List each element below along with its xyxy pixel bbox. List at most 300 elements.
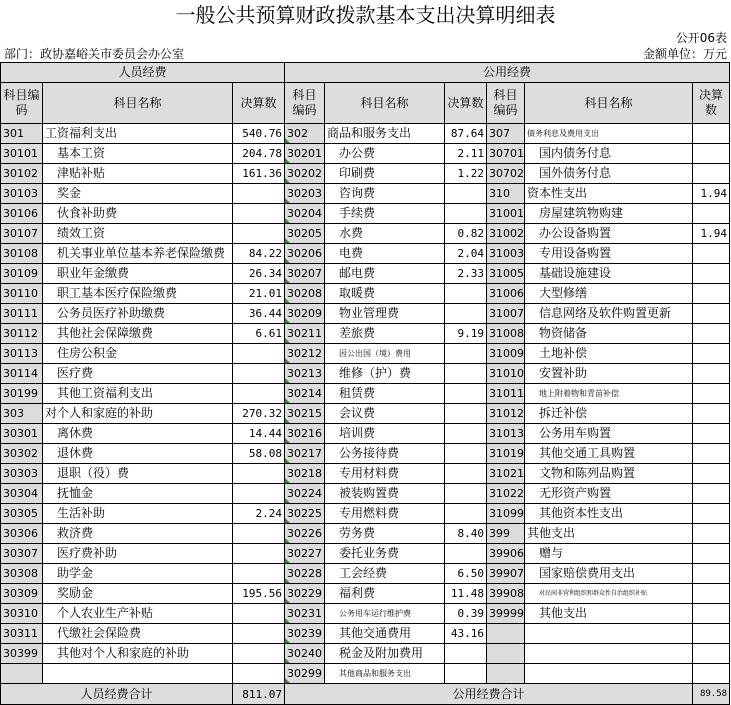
cell-code: 30228 [285, 564, 325, 584]
cell-name [525, 624, 693, 644]
cell-code: 30303 [1, 464, 43, 484]
cell-amount: 43.16 [445, 624, 487, 644]
cell-name: 物业管理费 [325, 304, 445, 324]
cell-code: 30301 [1, 424, 43, 444]
cell-code: 30239 [285, 624, 325, 644]
cell-amount [693, 324, 730, 344]
table-row [1, 204, 730, 224]
cell-marker-icon [285, 638, 290, 643]
cell-amount [693, 364, 730, 384]
cell-code: 39999 [487, 604, 525, 624]
cell-code: 30211 [285, 324, 325, 344]
cell-name: 无形资产购置 [525, 484, 693, 504]
cell-amount [445, 424, 487, 444]
cell-code: 30107 [1, 224, 43, 244]
cell-marker-icon [285, 478, 290, 483]
cell-name: 咨询费 [325, 184, 445, 204]
cell-code: 30112 [1, 324, 43, 344]
cell-amount [233, 384, 285, 404]
table-row [1, 564, 730, 584]
table-row [1, 224, 730, 244]
column-header-name: 科目名称 [43, 83, 233, 124]
cell-amount: 2.11 [445, 144, 487, 164]
cell-code: 30305 [1, 504, 43, 524]
cell-amount [693, 604, 730, 624]
cell-marker-icon [285, 198, 290, 203]
cell-name: 税金及附加费用 [325, 644, 445, 664]
cell-name: 基础设施建设 [525, 264, 693, 284]
cell-name: 劳务费 [325, 524, 445, 544]
cell-name: 退职（役）费 [43, 464, 233, 484]
cell-amount [445, 404, 487, 424]
cell-name: 赠与 [525, 544, 693, 564]
table-row [1, 664, 730, 684]
cell-name: 信息网络及软件购置更新 [525, 304, 693, 324]
cell-name: 住房公积金 [43, 344, 233, 364]
cell-code: 30209 [285, 304, 325, 324]
cell-code: 30399 [1, 644, 43, 664]
cell-name: 其他交通工具购置 [525, 444, 693, 464]
cell-marker-icon [285, 218, 290, 223]
cell-code: 30108 [1, 244, 43, 264]
cell-name: 抚恤金 [43, 484, 233, 504]
table-row [1, 264, 730, 284]
cell-name: 文物和陈列品购置 [525, 464, 693, 484]
cell-amount [445, 444, 487, 464]
public-section-header: 公用经费 [285, 63, 730, 83]
cell-amount [693, 144, 730, 164]
cell-amount [693, 444, 730, 464]
cell-code: 30213 [285, 364, 325, 384]
table-row [1, 464, 730, 484]
cell-marker-icon [285, 518, 290, 523]
cell-name: 被装购置费 [325, 484, 445, 504]
cell-name [43, 664, 233, 684]
table-row [1, 384, 730, 404]
cell-name: 资本性支出 [525, 184, 693, 204]
cell-code: 30214 [285, 384, 325, 404]
cell-amount: 204.78 [233, 144, 285, 164]
cell-name: 办公设备购置 [525, 224, 693, 244]
cell-code: 30702 [487, 164, 525, 184]
cell-amount [693, 524, 730, 544]
cell-code: 302 [285, 124, 325, 144]
cell-name: 水费 [325, 224, 445, 244]
cell-amount: 11.48 [445, 584, 487, 604]
cell-name: 其他支出 [525, 524, 693, 544]
cell-amount [693, 344, 730, 364]
table-row [1, 584, 730, 604]
cell-code: 30110 [1, 284, 43, 304]
cell-name: 医疗费补助 [43, 544, 233, 564]
cell-code: 31006 [487, 284, 525, 304]
cell-name: 房屋建筑物购建 [525, 204, 693, 224]
cell-name: 绩效工资 [43, 224, 233, 244]
cell-code: 30307 [1, 544, 43, 564]
cell-code: 30240 [285, 644, 325, 664]
cell-code: 31003 [487, 244, 525, 264]
cell-name: 其他支出 [525, 604, 693, 624]
cell-code: 30203 [285, 184, 325, 204]
cell-amount [693, 384, 730, 404]
cell-name: 商品和服务支出 [325, 124, 445, 144]
cell-name: 奖金 [43, 184, 233, 204]
public-total-value: 89.58 [693, 684, 730, 705]
cell-code: 399 [487, 524, 525, 544]
table-row [1, 244, 730, 264]
cell-code: 30113 [1, 344, 43, 364]
cell-code: 30226 [285, 524, 325, 544]
table-row [1, 324, 730, 344]
cell-amount: 26.34 [233, 264, 285, 284]
cell-marker-icon [285, 618, 290, 623]
cell-name: 工会经费 [325, 564, 445, 584]
cell-name: 代缴社会保险费 [43, 624, 233, 644]
cell-amount [693, 464, 730, 484]
cell-code: 30215 [285, 404, 325, 424]
cell-amount: 2.24 [233, 504, 285, 524]
cell-name: 生活补助 [43, 504, 233, 524]
cell-amount [445, 344, 487, 364]
cell-amount [233, 344, 285, 364]
cell-code: 307 [487, 124, 525, 144]
cell-amount: 6.50 [445, 564, 487, 584]
cell-name: 国内债务付息 [525, 144, 693, 164]
cell-code: 30218 [285, 464, 325, 484]
cell-amount: 87.64 [445, 124, 487, 144]
cell-amount: 1.94 [693, 224, 730, 244]
cell-amount: 9.19 [445, 324, 487, 344]
personnel-section-header: 人员经费 [1, 63, 285, 83]
cell-amount [693, 304, 730, 324]
cell-amount: 2.04 [445, 244, 487, 264]
cell-name: 债务利息及费用支出 [525, 124, 693, 144]
cell-marker-icon [285, 598, 290, 603]
cell-code: 30111 [1, 304, 43, 324]
cell-amount [693, 564, 730, 584]
table-row [1, 344, 730, 364]
cell-marker-icon [285, 378, 290, 383]
cell-name: 土地补偿 [525, 344, 693, 364]
cell-name: 工资福利支出 [43, 124, 233, 144]
cell-code: 30212 [285, 344, 325, 364]
cell-amount: 58.08 [233, 444, 285, 464]
cell-code: 30299 [285, 664, 325, 684]
column-header-code: 科目编码 [285, 83, 325, 124]
cell-code: 31001 [487, 204, 525, 224]
cell-amount [233, 544, 285, 564]
cell-amount: 2.33 [445, 264, 487, 284]
unit-label: 金额单位：万元 [642, 47, 727, 61]
cell-name: 福利费 [325, 584, 445, 604]
cell-amount [445, 384, 487, 404]
column-header-amount: 决算数 [693, 83, 730, 124]
cell-code: 30231 [285, 604, 325, 624]
cell-amount [233, 624, 285, 644]
cell-name [525, 644, 693, 664]
cell-code: 30205 [285, 224, 325, 244]
cell-amount [233, 224, 285, 244]
cell-name: 培训费 [325, 424, 445, 444]
cell-amount [693, 244, 730, 264]
cell-code [1, 664, 43, 684]
cell-marker-icon [285, 498, 290, 503]
cell-amount [445, 204, 487, 224]
cell-code: 30225 [285, 504, 325, 524]
cell-amount [233, 524, 285, 544]
public-total-label: 公用经费合计 [285, 684, 693, 705]
cell-name: 取暖费 [325, 284, 445, 304]
cell-code: 31002 [487, 224, 525, 244]
column-header-amount: 决算数 [445, 83, 487, 124]
cell-name: 其他商品和服务支出 [325, 664, 445, 684]
cell-name: 救济费 [43, 524, 233, 544]
cell-code: 30103 [1, 184, 43, 204]
cell-amount [693, 204, 730, 224]
cell-code: 30306 [1, 524, 43, 544]
cell-code: 30208 [285, 284, 325, 304]
cell-amount [233, 664, 285, 684]
cell-name: 地上附着物和青苗补偿 [525, 384, 693, 404]
column-header-amount: 决算数 [233, 83, 285, 124]
page-title: 一般公共预算财政拨款基本支出决算明细表 [175, 3, 556, 27]
cell-code: 30701 [487, 144, 525, 164]
cell-name: 公务用车购置 [525, 424, 693, 444]
cell-name: 对民间非营利组织和群众性自治组织补贴 [525, 584, 693, 604]
cell-marker-icon [285, 458, 290, 463]
cell-code: 30207 [285, 264, 325, 284]
personnel-total-value: 811.07 [233, 684, 285, 705]
cell-code: 30206 [285, 244, 325, 264]
cell-code: 30202 [285, 164, 325, 184]
cell-code: 31007 [487, 304, 525, 324]
cell-marker-icon [285, 298, 290, 303]
cell-amount: 6.61 [233, 324, 285, 344]
column-header-name: 科目名称 [325, 83, 445, 124]
cell-marker-icon [285, 138, 290, 143]
column-header-code: 科目编码 [487, 83, 525, 124]
cell-name: 会议费 [325, 404, 445, 424]
cell-amount [693, 484, 730, 504]
cell-amount [693, 584, 730, 604]
cell-amount: 0.82 [445, 224, 487, 244]
table-row [1, 404, 730, 424]
cell-amount [693, 504, 730, 524]
cell-code: 30102 [1, 164, 43, 184]
cell-name: 退休费 [43, 444, 233, 464]
table-row [1, 424, 730, 444]
cell-name: 离休费 [43, 424, 233, 444]
cell-name: 奖励金 [43, 584, 233, 604]
cell-marker-icon [285, 158, 290, 163]
cell-name: 公务接待费 [325, 444, 445, 464]
cell-amount [693, 644, 730, 664]
cell-name: 职业年金缴费 [43, 264, 233, 284]
cell-amount [233, 364, 285, 384]
cell-amount [693, 624, 730, 644]
table-row [1, 364, 730, 384]
cell-code: 31012 [487, 404, 525, 424]
cell-amount [233, 184, 285, 204]
cell-amount: 14.44 [233, 424, 285, 444]
cell-code [487, 624, 525, 644]
cell-code: 30106 [1, 204, 43, 224]
cell-code: 31099 [487, 504, 525, 524]
cell-marker-icon [285, 338, 290, 343]
cell-name: 电费 [325, 244, 445, 264]
cell-name: 委托业务费 [325, 544, 445, 564]
cell-amount [445, 544, 487, 564]
cell-code: 39906 [487, 544, 525, 564]
cell-amount: 0.39 [445, 604, 487, 624]
cell-amount [445, 184, 487, 204]
cell-name: 基本工资 [43, 144, 233, 164]
cell-marker-icon [285, 658, 290, 663]
cell-code: 30199 [1, 384, 43, 404]
cell-amount: 1.94 [693, 184, 730, 204]
cell-amount [233, 644, 285, 664]
cell-amount: 195.56 [233, 584, 285, 604]
cell-marker-icon [285, 358, 290, 363]
cell-marker-icon [285, 178, 290, 183]
cell-amount [233, 484, 285, 504]
cell-code: 30227 [285, 544, 325, 564]
cell-amount [233, 204, 285, 224]
cell-marker-icon [285, 398, 290, 403]
cell-name: 国家赔偿费用支出 [525, 564, 693, 584]
cell-name: 大型修缮 [525, 284, 693, 304]
cell-code: 30224 [285, 484, 325, 504]
cell-name: 差旅费 [325, 324, 445, 344]
table-row [1, 544, 730, 564]
cell-marker-icon [285, 238, 290, 243]
form-number: 公开06表 [675, 31, 727, 45]
cell-code: 30201 [285, 144, 325, 164]
cell-marker-icon [285, 678, 290, 683]
cell-code: 30229 [285, 584, 325, 604]
cell-amount: 36.44 [233, 304, 285, 324]
department-label: 部门：政协嘉峪关市委员会办公室 [4, 47, 185, 61]
cell-name: 伙食补助费 [43, 204, 233, 224]
cell-amount: 8.40 [445, 524, 487, 544]
personnel-total-label: 人员经费合计 [1, 684, 233, 705]
cell-amount [445, 504, 487, 524]
cell-marker-icon [285, 538, 290, 543]
table-row [1, 144, 730, 164]
cell-name: 邮电费 [325, 264, 445, 284]
cell-code: 39907 [487, 564, 525, 584]
cell-name: 其他工资福利支出 [43, 384, 233, 404]
cell-amount [693, 264, 730, 284]
cell-amount: 540.76 [233, 124, 285, 144]
table-row [1, 524, 730, 544]
cell-code: 31009 [487, 344, 525, 364]
cell-code [487, 644, 525, 664]
cell-amount: 270.32 [233, 404, 285, 424]
cell-code: 30309 [1, 584, 43, 604]
cell-code: 30302 [1, 444, 43, 464]
table-row [1, 444, 730, 464]
cell-marker-icon [285, 418, 290, 423]
cell-name: 其他社会保障缴费 [43, 324, 233, 344]
cell-code: 30216 [285, 424, 325, 444]
cell-name: 公务员医疗补助缴费 [43, 304, 233, 324]
cell-code: 31022 [487, 484, 525, 504]
cell-marker-icon [285, 278, 290, 283]
cell-name: 专用材料费 [325, 464, 445, 484]
cell-amount [693, 164, 730, 184]
cell-code: 30101 [1, 144, 43, 164]
table-row [1, 644, 730, 664]
cell-marker-icon [285, 318, 290, 323]
cell-code: 30304 [1, 484, 43, 504]
cell-amount [445, 644, 487, 664]
column-header-name: 科目名称 [525, 83, 693, 124]
cell-name: 职工基本医疗保险缴费 [43, 284, 233, 304]
cell-name: 安置补助 [525, 364, 693, 384]
cell-name: 印刷费 [325, 164, 445, 184]
cell-marker-icon [285, 438, 290, 443]
cell-name: 其他对个人和家庭的补助 [43, 644, 233, 664]
cell-amount: 84.22 [233, 244, 285, 264]
cell-code: 30310 [1, 604, 43, 624]
cell-code: 30114 [1, 364, 43, 384]
table-row [1, 484, 730, 504]
cell-code: 30311 [1, 624, 43, 644]
cell-amount [445, 304, 487, 324]
cell-name: 其他交通费用 [325, 624, 445, 644]
column-header-code: 科目编码 [1, 83, 43, 124]
cell-name: 办公费 [325, 144, 445, 164]
cell-amount: 161.36 [233, 164, 285, 184]
cell-marker-icon [285, 578, 290, 583]
cell-amount [233, 564, 285, 584]
cell-name: 其他资本性支出 [525, 504, 693, 524]
cell-amount [693, 544, 730, 564]
cell-code: 31008 [487, 324, 525, 344]
cell-code: 39908 [487, 584, 525, 604]
cell-code [487, 664, 525, 684]
expenditure-table [0, 62, 730, 705]
cell-name: 个人农业生产补贴 [43, 604, 233, 624]
cell-name: 公务用车运行维护费 [325, 604, 445, 624]
cell-amount: 1.22 [445, 164, 487, 184]
table-row [1, 124, 730, 144]
cell-amount [445, 464, 487, 484]
cell-name: 专用燃料费 [325, 504, 445, 524]
cell-name: 助学金 [43, 564, 233, 584]
cell-amount [693, 424, 730, 444]
cell-amount: 21.01 [233, 284, 285, 304]
table-row [1, 164, 730, 184]
cell-amount [233, 464, 285, 484]
cell-code: 30217 [285, 444, 325, 464]
cell-name: 专用设备购置 [525, 244, 693, 264]
table-row [1, 604, 730, 624]
cell-name: 物资储备 [525, 324, 693, 344]
cell-code: 31011 [487, 384, 525, 404]
cell-code: 31019 [487, 444, 525, 464]
cell-amount [693, 124, 730, 144]
cell-code: 31010 [487, 364, 525, 384]
cell-amount [693, 284, 730, 304]
cell-amount [445, 364, 487, 384]
cell-code: 303 [1, 404, 43, 424]
cell-code: 31021 [487, 464, 525, 484]
table-row [1, 624, 730, 644]
cell-name: 国外债务付息 [525, 164, 693, 184]
cell-code: 310 [487, 184, 525, 204]
